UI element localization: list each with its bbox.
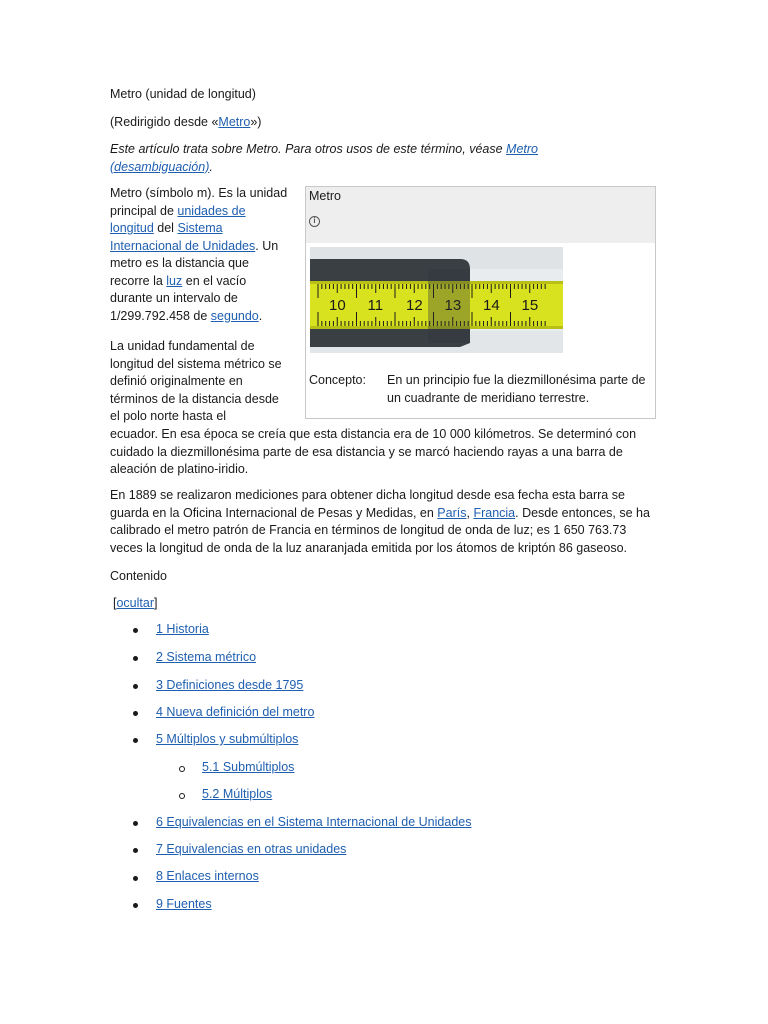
info-icon[interactable]: i [309, 216, 320, 227]
redirect-note: (Redirigido desde «Metro») [110, 115, 262, 129]
paragraph-3: En 1889 se realizaron mediciones para obtener dicha longitud desde esa fecha esta barra se guarda en la Oficina Internacional de Pesas y Medidas, en París, Francia. Desde entonces, se ha calibrado el metro patrón de Francia en términos de longitud de onda de luz; es 1 650 763.73 veces la longitud de onda de la luz anaranjada emitida por los átomos de kriptón 86 gaseoso. [110, 488, 650, 555]
link-segundo[interactable]: segundo [210, 308, 259, 323]
toc-item-multiplos[interactable]: 5.2 Múltiplos [202, 787, 273, 801]
toc-hide-link[interactable]: ocultar [116, 596, 155, 610]
bullet-icon [133, 903, 138, 908]
toc-toggle: [ocultar] [113, 596, 158, 610]
toc-item-multiplos-submultiplos[interactable]: 5 Múltiplos y submúltiplos [156, 732, 299, 746]
circle-bullet-icon [179, 793, 185, 799]
page-title: Metro (unidad de longitud) [110, 87, 256, 101]
bullet-icon [133, 628, 138, 633]
paragraph-2-wrapped: La unidad fundamental de longitud del sistema métrico se definió originalmente en términos de la distancia desde el polo norte hasta el [110, 339, 282, 423]
concept-value: En un principio fue la diezmillonésima parte de un cuadrante de meridiano terrestre. [387, 373, 646, 405]
link-luz[interactable]: luz [166, 273, 183, 288]
link-paris[interactable]: París [437, 505, 467, 520]
tape-number: 13 [444, 297, 462, 314]
toc-item-enlaces-internos[interactable]: 8 Enlaces internos [156, 869, 259, 883]
concept-label: Concepto: [309, 373, 366, 387]
toc-item-equivalencias-si[interactable]: 6 Equivalencias en el Sistema Internacional de Unidades [156, 815, 472, 829]
circle-bullet-icon [179, 766, 185, 772]
toc-item-equivalencias-otras[interactable]: 7 Equivalencias en otras unidades [156, 842, 347, 856]
tape-number: 11 [367, 297, 384, 314]
paragraph-2-continued: ecuador. En esa época se creía que esta distancia era de 10 000 kilómetros. Se determinó con cuidado la diezmillonésima parte de esa distancia y se marcó haciendo rayas a una barra de aleación de platino-iridio. [110, 427, 637, 476]
bullet-icon [133, 876, 138, 881]
bullet-icon [133, 848, 138, 853]
link-francia[interactable]: Francia [473, 505, 516, 520]
bullet-icon [133, 711, 138, 716]
tape-number: 15 [521, 297, 539, 314]
toc-item-historia[interactable]: 1 Historia [156, 622, 209, 636]
bullet-icon [133, 684, 138, 689]
lead-paragraph: Metro (símbolo m). Es la unidad principal de unidades de longitud del Sistema Internacional de Unidades. Un metro es la distancia que recorre la luz en el vacío durante un intervalo de 1/299.792.458 de segundo. [110, 186, 288, 323]
toc-item-definiciones[interactable]: 3 Definiciones desde 1795 [156, 678, 304, 692]
toc-item-fuentes[interactable]: 9 Fuentes [156, 897, 212, 911]
bullet-icon [133, 738, 138, 743]
hatnote: Este artículo trata sobre Metro. Para otros usos de este término, véase Metro (desambiguación). [110, 142, 538, 174]
link-unidades-de-longitud[interactable]: unidades de longitud [110, 203, 246, 235]
tape-number: 14 [483, 297, 500, 314]
bullet-icon [133, 821, 138, 826]
toc-item-nueva-definicion[interactable]: 4 Nueva definición del metro [156, 705, 315, 719]
disambiguation-link[interactable]: Metro (desambiguación) [110, 142, 538, 174]
toc-heading: Contenido [110, 569, 167, 583]
toc-item-submultiplos[interactable]: 5.1 Submúltiplos [202, 760, 295, 774]
infobox-header [306, 187, 655, 243]
infobox-title: Metro [309, 189, 341, 203]
tape-number: 10 [329, 297, 346, 314]
redirect-link[interactable]: Metro [218, 115, 251, 129]
tape-number: 12 [406, 297, 423, 314]
measuring-tape-photo[interactable] [310, 247, 563, 353]
toc-item-sistema-metrico[interactable]: 2 Sistema métrico [156, 650, 257, 664]
bullet-icon [133, 656, 138, 661]
link-sistema-internacional[interactable]: Sistema Internacional de Unidades [110, 221, 256, 253]
infobox [305, 186, 656, 419]
